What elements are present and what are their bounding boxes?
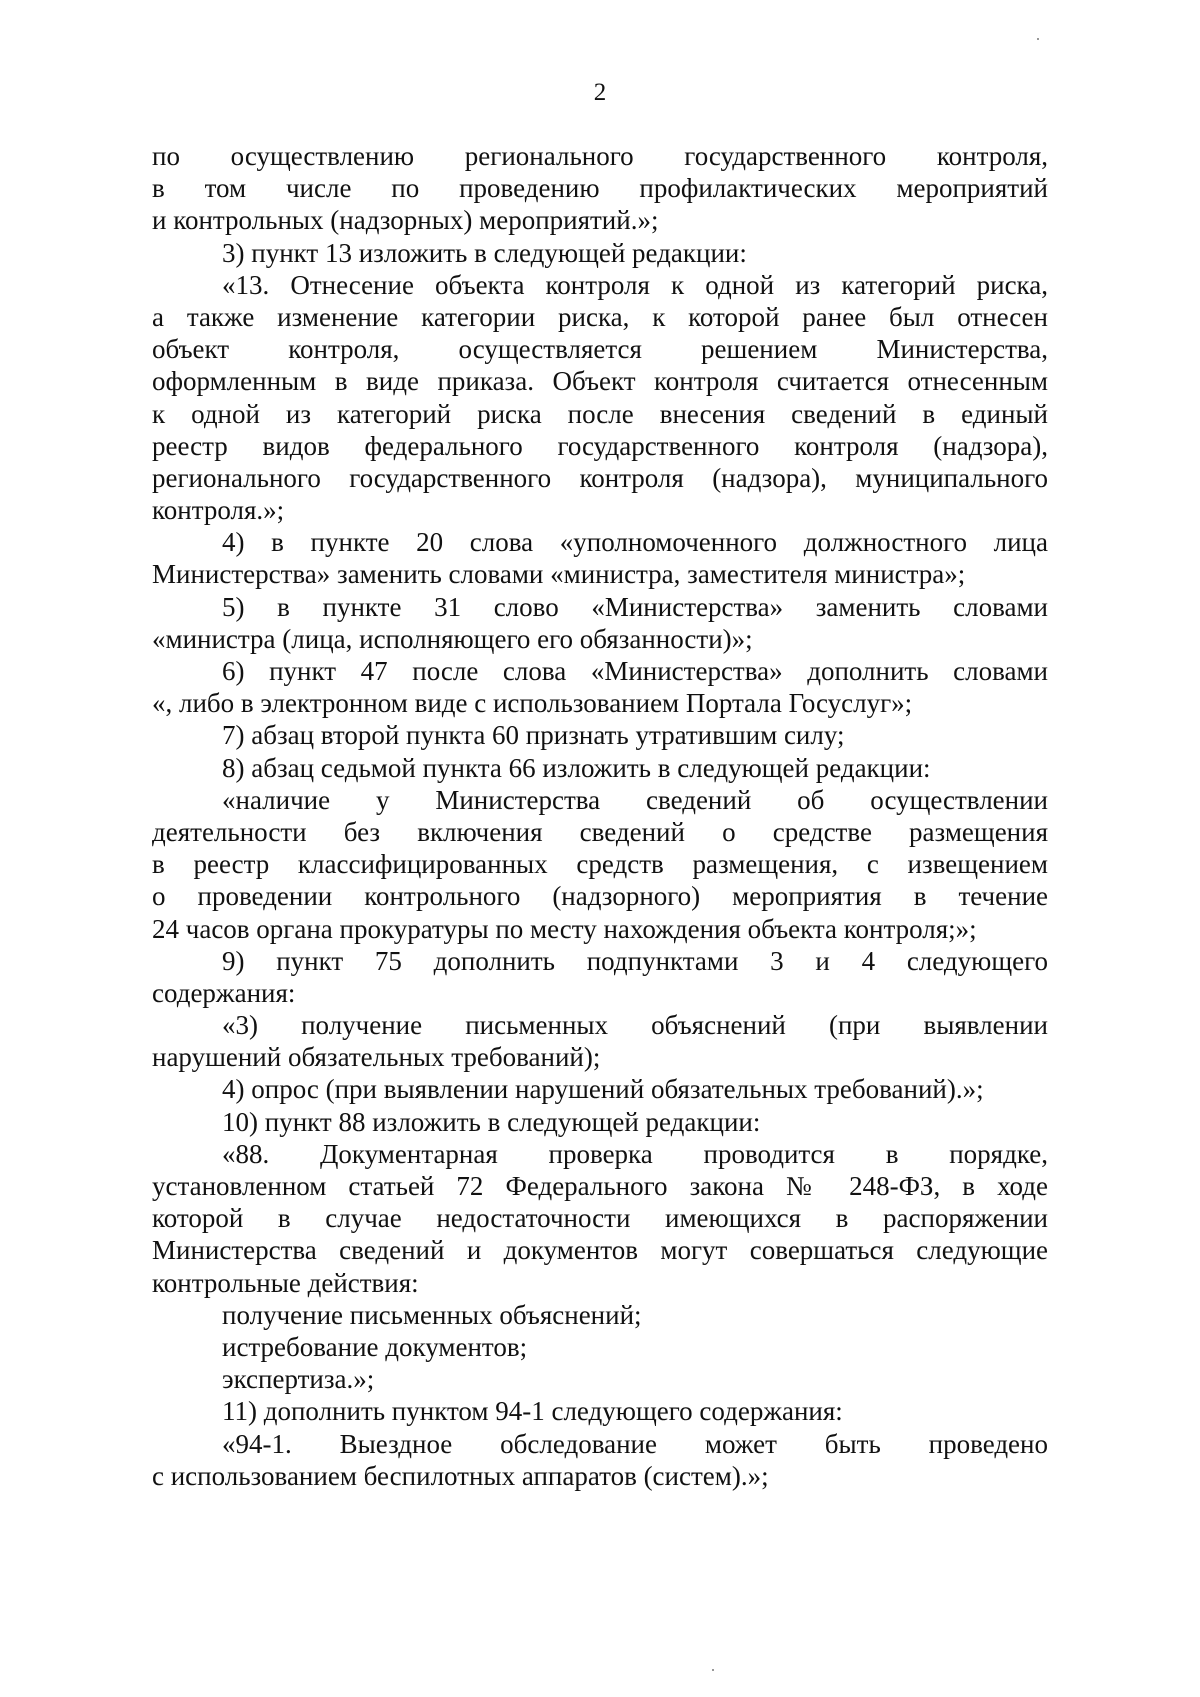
text-line: деятельности без включения сведений о средстве размещения [152,816,1048,847]
text-line: «3) получение письменных объяснений (при выявлении [222,1010,1048,1041]
text-line: «13. Отнесение объекта контроля к одной из категорий риска, [222,269,1048,300]
text-line: содержания: [152,977,296,1008]
text-line: объект контроля, осуществляется решением Министерства, [152,334,1048,365]
document-body [152,140,1048,1492]
text-line: Министерства» заменить словами «министра, заместителя министра»; [152,559,966,590]
scan-speck [712,1669,714,1671]
text-line: 6) пункт 47 после слова «Министерства» дополнить словами [222,656,1048,686]
text-line: контроля.»; [152,495,285,526]
text-line: экспертиза.»; [222,1364,375,1395]
text-line: и контрольных (надзорных) мероприятий.»; [152,205,659,236]
text-line: 24 часов органа прокуратуры по месту нахождения объекта контроля;»; [152,913,977,944]
text-line: оформленным в виде приказа. Объект контроля считается отнесенным [152,366,1048,397]
text-line: реестр видов федерального государственного контроля (надзора), [152,430,1048,461]
text-line: «министра (лица, исполняющего его обязанности)»; [152,623,753,654]
text-line: 4) опрос (при выявлении нарушений обязательных требований).»; [222,1074,984,1105]
page-number: 2 [593,79,607,106]
text-line: контрольные действия: [152,1267,419,1298]
text-line: 4) в пункте 20 слова «уполномоченного должностного лица [222,527,1048,558]
text-line: 8) абзац седьмой пункта 66 изложить в следующей редакции: [222,752,931,783]
text-line: Министерства сведений и документов могут совершаться следующие [152,1235,1048,1266]
text-line: 11) дополнить пунктом 94-1 следующего содержания: [222,1396,843,1427]
text-line: «88. Документарная проверка проводится в порядке, [222,1138,1048,1169]
text-line: получение письменных объяснений; [222,1299,642,1330]
text-line: регионального государственного контроля (надзора), муниципального [152,462,1048,493]
scan-speck [1037,38,1039,40]
text-line: к одной из категорий риска после внесения сведений в единый [152,398,1048,429]
text-line: 5) в пункте 31 слово «Министерства» заменить словами [222,591,1048,622]
text-line: которой в случае недостаточности имеющихся в распоряжении [152,1203,1048,1234]
text-line: «94-1. Выездное обследование может быть проведено [222,1428,1048,1459]
text-line: нарушений обязательных требований); [152,1042,601,1073]
text-line: 3) пункт 13 изложить в следующей редакции: [222,237,747,268]
text-line: «наличие у Министерства сведений об осуществлении [222,784,1048,815]
text-line: о проведении контрольного (надзорного) мероприятия в течение [152,881,1048,912]
text-line: истребование документов; [222,1331,528,1362]
text-line: 10) пункт 88 изложить в следующей редакции: [222,1106,761,1137]
text-line: в том числе по проведению профилактических мероприятий [152,173,1048,204]
text-line: с использованием беспилотных аппаратов (систем).»; [152,1460,769,1491]
text-line: установленном статьей 72 Федерального закона № 248-ФЗ, в ходе [152,1171,1048,1201]
text-line: «, либо в электронном виде с использованием Портала Госуслуг»; [152,688,913,719]
text-line: 7) абзац второй пункта 60 признать утратившим силу; [222,720,845,751]
text-line: а также изменение категории риска, к которой ранее был отнесен [152,301,1048,332]
text-line: по осуществлению регионального государственного контроля, [152,141,1048,171]
text-line: в реестр классифицированных средств размещения, с извещением [152,849,1048,880]
text-line: 9) пункт 75 дополнить подпунктами 3 и 4 следующего [222,945,1048,976]
